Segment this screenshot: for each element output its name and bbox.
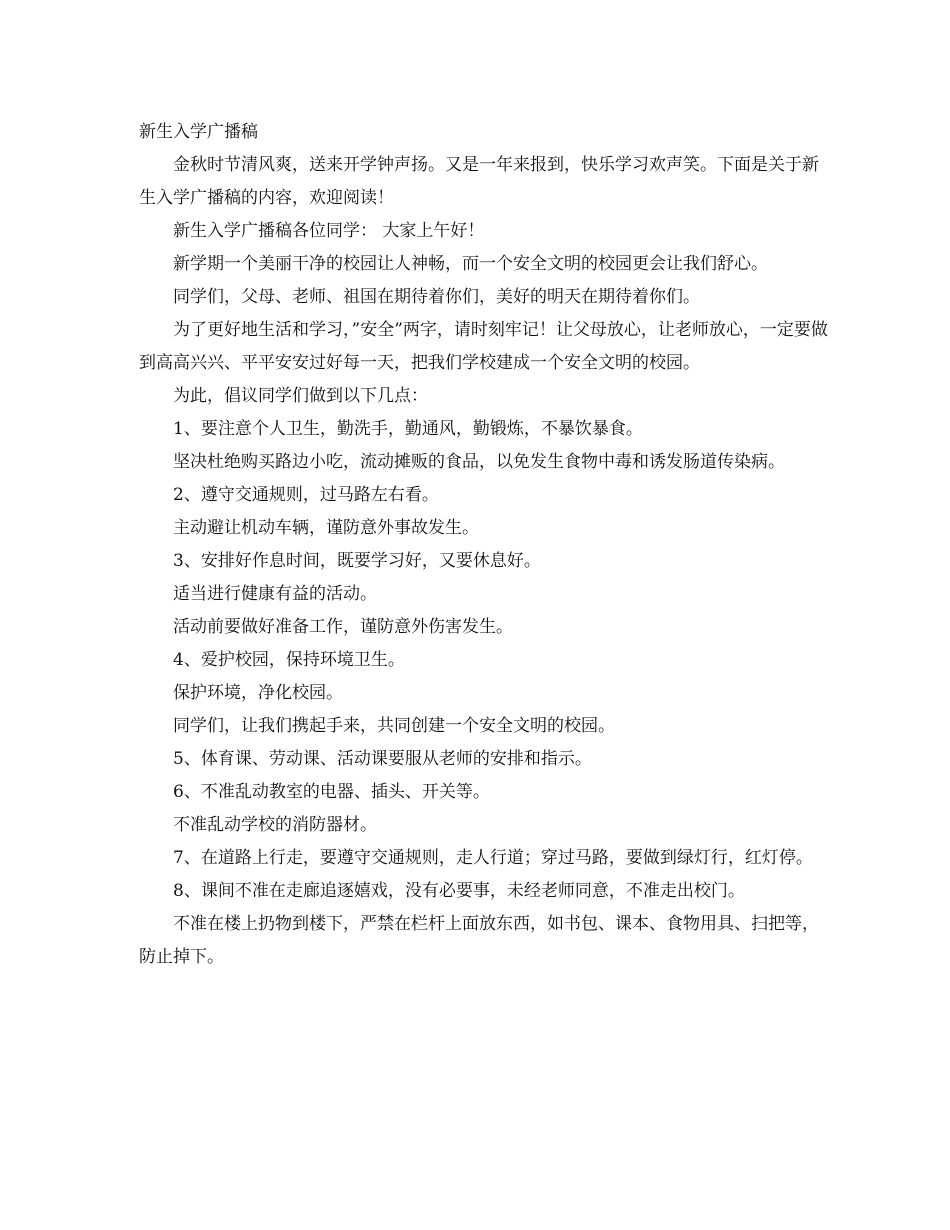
paragraph: 为了更好地生活和学习，”安全”两字，请时刻牢记！让父母放心，让老师放心，一定要做到高高兴兴、平平安安过好每一天，把我们学校建成一个安全文明的校园。 bbox=[139, 320, 828, 373]
paragraph: 同学们，让我们携起手来，共同创建一个安全文明的校园。 bbox=[173, 716, 615, 736]
paragraph-intro: 金秋时节清风爽，送来开学钟声扬。又是一年来报到，快乐学习欢声笑。下面是关于新生入学广播稿的内容，欢迎阅读！ bbox=[139, 155, 819, 208]
paragraph: 为此，倡议同学们做到以下几点： bbox=[173, 386, 428, 406]
paragraph: 活动前要做好准备工作，谨防意外伤害发生。 bbox=[173, 617, 513, 637]
list-item: 3、安排好作息时间，既要学习好，又要休息好。 bbox=[173, 551, 541, 571]
paragraph: 保护环境，净化校园。 bbox=[173, 683, 343, 703]
paragraph: 主动避让机动车辆，谨防意外事故发生。 bbox=[173, 518, 479, 538]
paragraph: 新学期一个美丽干净的校园让人神畅，而一个安全文明的校园更会让我们舒心。 bbox=[173, 254, 768, 274]
paragraph: 同学们，父母、老师、祖国在期待着你们，美好的明天在期待着你们。 bbox=[173, 287, 700, 307]
paragraph: 适当进行健康有益的活动。 bbox=[173, 584, 377, 604]
list-item: 7、在道路上行走，要遵守交通规则，走人行道；穿过马路，要做到绿灯行，红灯停。 bbox=[173, 848, 813, 868]
list-item: 4、爱护校园，保持环境卫生。 bbox=[173, 650, 405, 670]
list-item: 2、遵守交通规则，过马路左右看。 bbox=[173, 485, 439, 505]
document-body bbox=[139, 116, 829, 974]
list-item: 6、不准乱动教室的电器、插头、开关等。 bbox=[173, 782, 490, 802]
paragraph-greeting: 新生入学广播稿各位同学： 大家上午好！ bbox=[173, 221, 485, 241]
list-item: 1、要注意个人卫生，勤洗手，勤通风，勤锻炼，不暴饮暴食。 bbox=[173, 419, 643, 439]
paragraph: 不准在楼上扔物到楼下，严禁在栏杆上面放东西，如书包、课本、食物用具、扫把等，防止掉下。 bbox=[139, 914, 819, 967]
list-item: 5、体育课、劳动课、活动课要服从老师的安排和指示。 bbox=[173, 749, 592, 769]
paragraph: 不准乱动学校的消防器材。 bbox=[173, 815, 377, 835]
list-item: 8、课间不准在走廊追逐嬉戏，没有必要事，未经老师同意，不准走出校门。 bbox=[173, 881, 745, 901]
paragraph: 坚决杜绝购买路边小吃，流动摊贩的食品，以免发生食物中毒和诱发肠道传染病。 bbox=[173, 452, 785, 472]
document-title: 新生入学广播稿 bbox=[139, 122, 258, 142]
